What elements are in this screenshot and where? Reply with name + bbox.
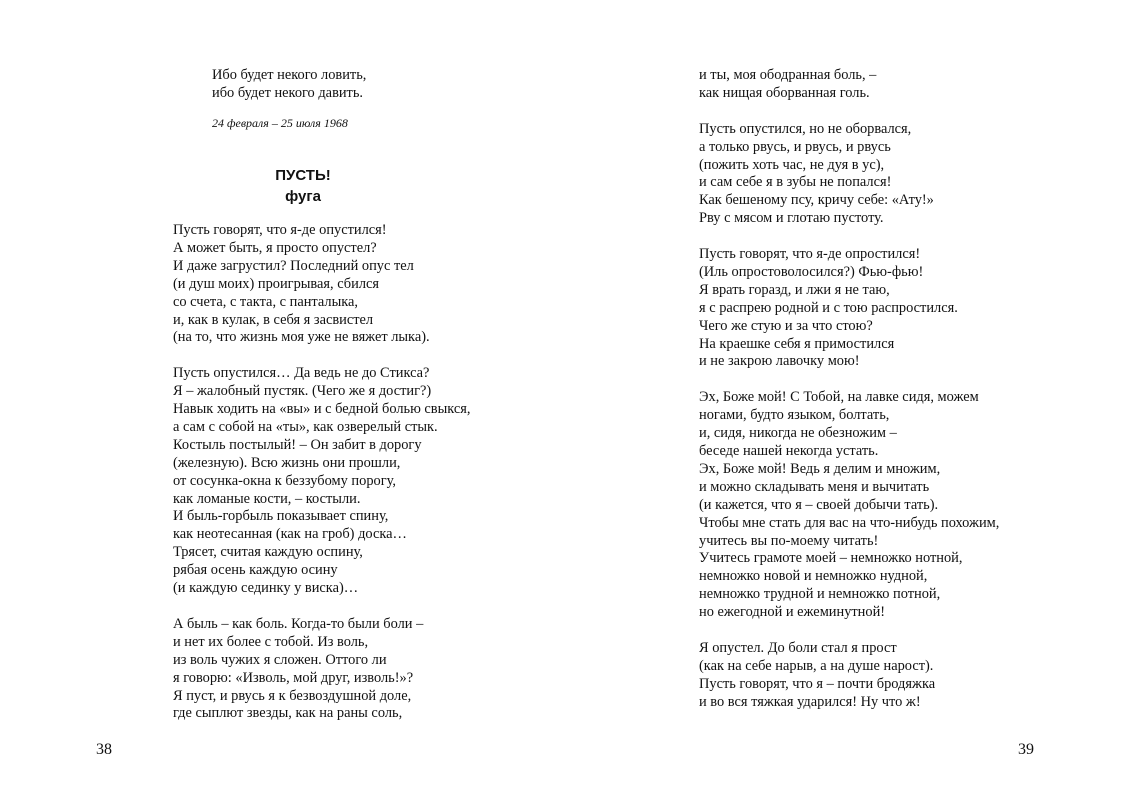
stanza-gap [699, 371, 999, 389]
poem-line: из воль чужих я сложен. Оттого ли [173, 651, 387, 668]
poem-line: беседе нашей некогда устать. [699, 442, 879, 459]
poem-line: Я врать горазд, и лжи я не таю, [699, 281, 890, 298]
poem-line: я говорю: «Изволь, мой друг, изволь!»? [173, 669, 414, 686]
poem-line: Чтобы мне стать для вас на что-нибудь похожим, [699, 514, 1000, 531]
poem-line: Пусть говорят, что я – почти бродяжка [699, 675, 936, 692]
poem-line: А быль – как боль. Когда-то были боли – [173, 615, 424, 632]
poem-line: Эх, Боже мой! Ведь я делим и множим, [699, 460, 941, 477]
poem-line: а сам с собой на «ты», как озверелый стык. [173, 418, 438, 435]
poem-line: Пусть опустился… Да ведь не до Стикса? [173, 365, 430, 382]
poem-line: Я – жалобный пустяк. (Чего же я достиг?) [173, 383, 432, 400]
right-poem-body [699, 67, 999, 712]
poem-line: я с распрею родной и с тою распростился. [699, 299, 958, 316]
poem-line: немножко новой и немножко нудной, [699, 568, 928, 585]
stanza-gap [699, 103, 999, 121]
poem-line: Я пуст, и рвусь я к безвоздушной доле, [173, 687, 412, 704]
stanza [699, 246, 999, 371]
poem-line: и не закрою лавочку мою! [699, 353, 860, 370]
poem-line: и во вся тяжкая ударился! Ну что ж! [699, 693, 921, 710]
poem-line: Как бешеному псу, кричу себе: «Ату!» [699, 192, 934, 209]
poem-line: Пусть говорят, что я-де опустился! [173, 222, 387, 238]
poem-line: учитесь вы по-моему читать! [699, 532, 879, 549]
poem-line: (пожить хоть час, не дуя в ус), [699, 156, 885, 173]
stanza [699, 640, 999, 712]
poem-line: и нет их более с тобой. Из воль, [173, 633, 369, 650]
poem-line: (Иль опростоволосился?) Фью-фью! [699, 263, 924, 280]
poem-line: И быль-горбыль показывает спину, [173, 508, 389, 525]
page-number-left: 38 [96, 741, 112, 758]
poem-line: ногами, будто языком, болтать, [699, 407, 890, 424]
left-poem-body [173, 222, 471, 723]
poem-line: Трясет, считая каждую оспину, [173, 544, 363, 561]
poem-line: Я опустел. До боли стал я прост [699, 639, 897, 656]
epigraph-line: Ибо будет некого ловить, [212, 67, 367, 83]
stanza-gap [173, 347, 471, 365]
stanza-gap [173, 598, 471, 616]
right-page [566, 0, 1132, 800]
poem-line: (как на себе нарыв, а на душе нарост). [699, 657, 934, 674]
poem-line: где сыплют звезды, как на раны соль, [173, 705, 403, 722]
epigraph-line: ибо будет некого давить. [212, 84, 364, 101]
poem-line: Рву с мясом и глотаю пустоту. [699, 210, 884, 227]
poem-line: И даже загрустил? Последний опус тел [173, 257, 414, 274]
poem-title: ПУСТЬ! [275, 167, 331, 184]
poem-line: от сосунка-окна к беззубому порогу, [173, 472, 396, 489]
stanza [173, 222, 471, 347]
poem-line: А может быть, я просто опустел? [173, 239, 377, 256]
poem-line: Пусть опустился, но не оборвался, [699, 120, 912, 137]
stanza [699, 121, 999, 228]
poem-line: (на то, что жизнь моя уже не вяжет лыка). [173, 329, 430, 346]
poem-line: но ежегодной и ежеминутной! [699, 604, 886, 621]
poem-line: и, как в кулак, в себя я засвистел [173, 311, 374, 328]
poem-line: (и кажется, что я – своей добычи тать). [699, 496, 939, 513]
poem-subtitle: фуга [285, 188, 321, 205]
poem-line: как неотесанная (как на гроб) доска… [173, 526, 407, 543]
poem-line: (и каждую сединку у виска)… [173, 580, 359, 597]
poem-line: как нищая оборванная голь. [699, 84, 870, 101]
stanza-gap [699, 228, 999, 246]
poem-line: и можно складывать меня и вычитать [699, 478, 930, 495]
stanza [173, 365, 471, 598]
stanza [699, 389, 999, 622]
stanza [173, 616, 471, 723]
poem-line: как ломаные кости, – костыли. [173, 490, 361, 507]
poem-line: Эх, Боже мой! С Тобой, на лавке сидя, можем [699, 389, 979, 406]
poem-line: а только рвусь, и рвусь, и рвусь [699, 138, 891, 155]
poem-line: рябая осень каждую осину [173, 562, 338, 579]
poem-line: Чего же стую и за что стою? [699, 317, 873, 334]
poem-line: Пусть говорят, что я-де опростился! [699, 246, 921, 263]
poem-line: (и душ моих) проигрывая, сбился [173, 275, 380, 292]
poem-line: Костыль постылый! – Он забит в дорогу [173, 436, 422, 453]
poem-line: Учитесь грамоте моей – немножко нотной, [699, 550, 963, 567]
page-number-right: 39 [1018, 741, 1034, 758]
poem-line: Навык ходить на «вы» и с бедной болью свыкся, [173, 401, 471, 418]
poem-line: со счета, с такта, с панталыка, [173, 293, 358, 310]
stanza [699, 67, 999, 103]
poem-line: немножко трудной и немножко потной, [699, 586, 941, 603]
epigraph [212, 67, 366, 103]
stanza-gap [699, 622, 999, 640]
poem-date: 24 февраля – 25 июля 1968 [212, 116, 348, 130]
poem-line: и ты, моя ободранная боль, – [699, 67, 877, 83]
poem-line: (железную). Всю жизнь они прошли, [173, 454, 401, 471]
poem-line: На краешке себя я примостился [699, 335, 895, 352]
poem-line: и сам себе я в зубы не попался! [699, 174, 892, 191]
poem-line: и, сидя, никогда не обезножим – [699, 425, 897, 442]
